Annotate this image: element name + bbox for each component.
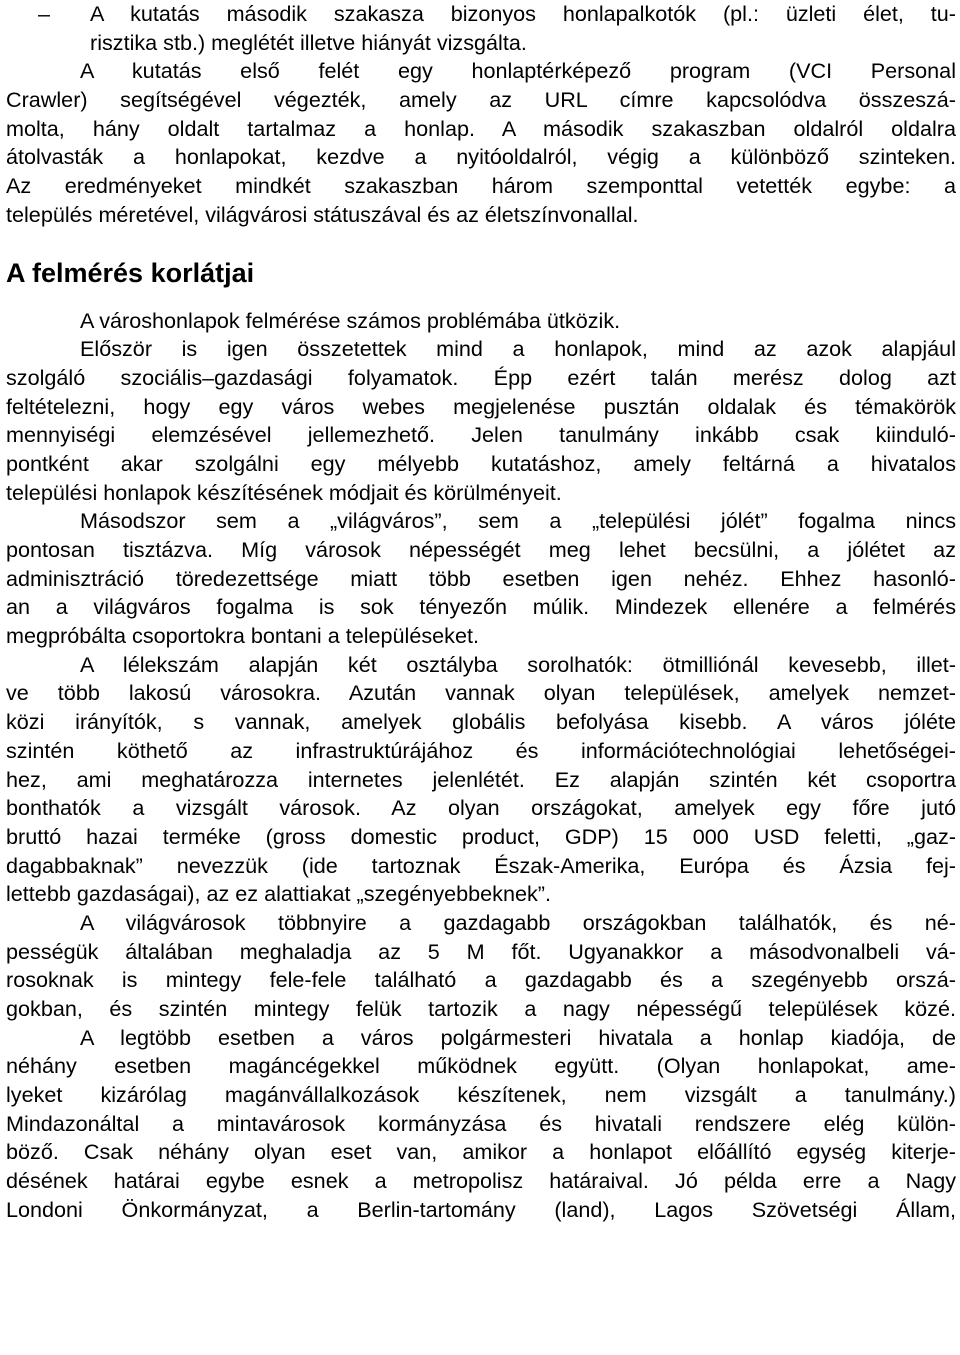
- text-line: Az eredményeket mindkét szakaszban három szemponttal vetették egybe: a: [6, 173, 956, 199]
- text-line: szolgáló szociális–gazdasági folyamatok. Épp ezért talán merész dolog azt: [6, 364, 956, 390]
- text-line: an a világváros fogalma is sok tényezőn múlik. Mindezek ellenére a felmérés: [6, 594, 956, 620]
- text-line: A kutatás második szakasza bizonyos honlapalkotók (pl.: üzleti élet, tu-: [90, 1, 956, 26]
- text-line: désének határai egybe esnek a metropolisz határaival. Jó példa erre a Nagy: [6, 1168, 956, 1194]
- text-line: lyeket kizárólag magánvállalkozások készítenek, nem vizsgált a tanulmány.): [6, 1082, 956, 1108]
- text-line: pontosan tisztázva. Míg városok népességét meg lehet becsülni, a jólétet az: [6, 537, 956, 562]
- text-line: Először is igen összetettek mind a honlapok, mind az azok alapjául: [80, 336, 956, 362]
- text-line: A legtöbb esetben a város polgármesteri hivatala a honlap kiadója, de: [80, 1024, 956, 1050]
- text-line: Londoni Önkormányzat, a Berlin-tartomány (land), Lagos Szövetségi Állam,: [6, 1196, 956, 1222]
- text-line: települési honlapok készítésének módjait és körülményeit.: [6, 479, 562, 505]
- text-line: A kutatás első felét egy honlaptérképező program (VCI Personal: [80, 58, 956, 84]
- text-line: lettebb gazdaságai), az ez alattiakat „szegényebbeknek”.: [6, 881, 551, 907]
- text-line: bruttó hazai terméke (gross domestic product, GDP) 15 000 USD feletti, „gaz-: [6, 823, 956, 849]
- text-line: hez, ami meghatározza internetes jelenlétét. Ez alapján szintén két csoportra: [6, 766, 956, 792]
- text-line: böző. Csak néhány olyan eset van, amikor a honlapot előállító egység kiterje-: [6, 1139, 956, 1165]
- text-line: A világvárosok többnyire a gazdagabb országokban találhatók, és né-: [80, 909, 956, 935]
- text-line: feltételezni, hogy egy város webes megjelenése pusztán oldalak és témakörök: [6, 393, 956, 419]
- text-line: Másodszor sem a „világváros”, sem a „települési jólét” fogalma nincs: [80, 508, 956, 534]
- document-page: [6, 0, 956, 1225]
- text-line: bonthatók a vizsgált városok. Az olyan országokat, amelyek egy főre jutó: [6, 795, 956, 821]
- text-line: dagabbaknak” nevezzük (ide tartoznak Észak-Amerika, Európa és Ázsia fej-: [6, 852, 956, 878]
- text-line: rosoknak is mintegy fele-fele található a gazdagabb és a szegényebb orszá-: [6, 967, 956, 993]
- bullet-item-line: risztika stb.) meglétét illetve hiányát vizsgálta.: [90, 29, 527, 55]
- text-line: Crawler) segítségével végezték, amely az URL címre kapcsolódva összeszá-: [6, 87, 956, 113]
- text-line: adminisztráció töredezettsége miatt több esetben igen nehéz. Ehhez hasonló-: [6, 565, 956, 591]
- text-line: pességük általában meghaladja az 5 M főt. Ugyanakkor a másodvonalbeli vá-: [6, 938, 956, 964]
- text-line: közi irányítók, s vannak, amelyek globális befolyása kisebb. A város jóléte: [6, 709, 956, 735]
- text-line: megpróbálta csoportokra bontani a településeket.: [6, 623, 479, 649]
- text-line: szintén köthető az infrastruktúrájához és információtechnológiai lehetőségei-: [6, 737, 956, 763]
- text-line: település méretével, világvárosi státuszával és az életszínvonallal.: [6, 201, 639, 227]
- text-line: mennyiségi elemzésével jellemezhető. Jelen tanulmány inkább csak kiinduló-: [6, 422, 956, 448]
- text-line: pontként akar szolgálni egy mélyebb kutatáshoz, amely feltárná a hivatalos: [6, 450, 956, 476]
- text-line: A lélekszám alapján két osztályba sorolhatók: ötmilliónál kevesebb, illet-: [80, 651, 956, 677]
- text-line: néhány esetben magáncégekkel működnek együtt. (Olyan honlapokat, ame-: [6, 1053, 956, 1079]
- text-line: gokban, és szintén mintegy felük tartozik a nagy népességű települések közé.: [6, 996, 956, 1021]
- text-line: molta, hány oldalt tartalmaz a honlap. A második szakaszban oldalról oldalra: [6, 115, 956, 141]
- section-heading: A felmérés korlátjai: [6, 257, 255, 288]
- text-line: A városhonlapok felmérése számos problémába ütközik.: [80, 307, 621, 333]
- text-line: Mindazonáltal a mintavárosok kormányzása és hivatali rendszere elég külön-: [6, 1110, 956, 1136]
- text-line: átolvasták a honlapokat, kezdve a nyitóoldalról, végig a különböző szinteken.: [6, 144, 956, 170]
- bullet-dash: –: [38, 1, 51, 26]
- bullet-item-line: [6, 0, 956, 29]
- text-line: ve több lakosú városokra. Azután vannak olyan települések, amelyek nemzet-: [6, 680, 956, 706]
